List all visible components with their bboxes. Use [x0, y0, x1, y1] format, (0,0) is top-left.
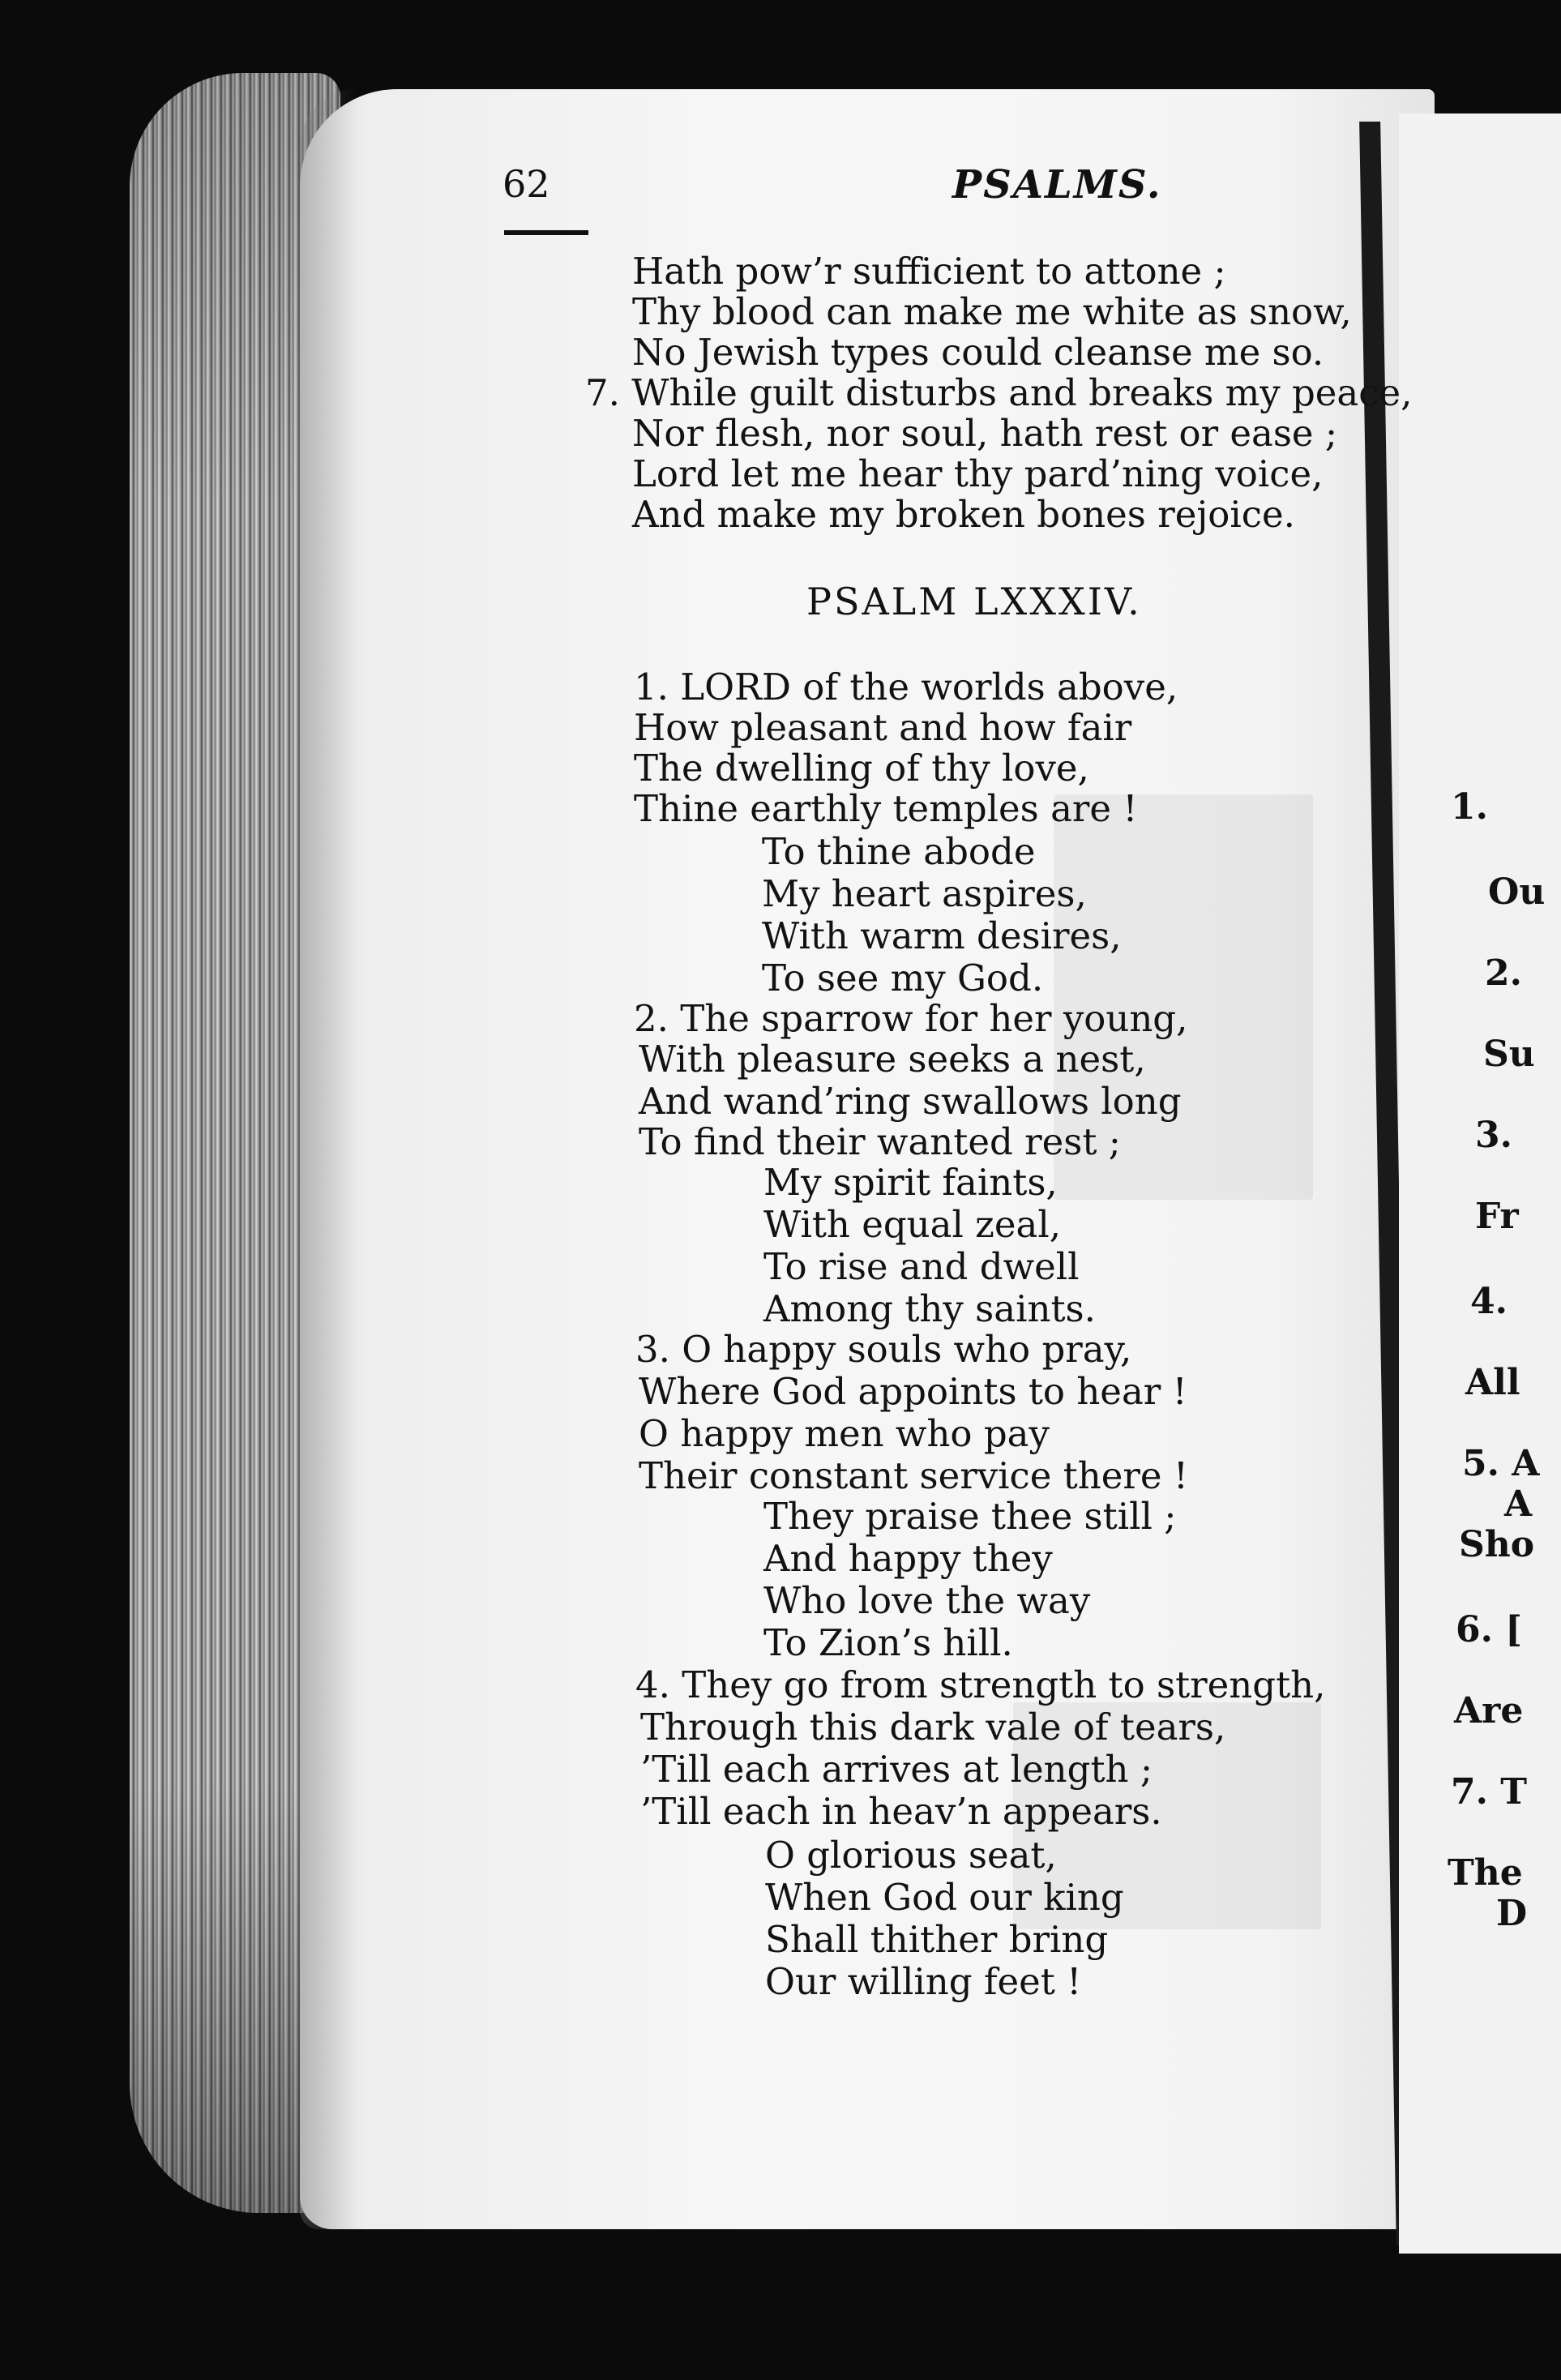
verse-line: 2. The sparrow for her young, — [634, 997, 1188, 1040]
verse-line: 4. They go from strength to strength, — [635, 1663, 1326, 1706]
right-page-fragment: Ou — [1488, 871, 1546, 913]
verse-line: And wand’ring swallows long — [639, 1080, 1182, 1123]
header-rule — [504, 230, 588, 235]
psalm-heading: PSALM LXXXIV. — [806, 580, 1142, 623]
verse-line: To find their wanted rest ; — [639, 1120, 1121, 1163]
verse-line: ’Till each in heav’n appears. — [640, 1790, 1162, 1833]
right-page-fragment: The — [1448, 1852, 1523, 1894]
verse-line: To see my God. — [762, 957, 1044, 1000]
verse-line: 7. While guilt disturbs and breaks my peace, — [585, 371, 1413, 414]
running-head: PSALMS. — [952, 162, 1162, 208]
right-page-fragment: D — [1496, 1893, 1528, 1934]
verse-line: Through this dark vale of tears, — [640, 1706, 1226, 1749]
right-page-fragment: 5. A — [1462, 1443, 1540, 1484]
verse-line: Nor flesh, nor soul, hath rest or ease ; — [632, 412, 1338, 455]
right-page-fragment: 2. — [1485, 952, 1522, 994]
right-page-fragment: 7. T — [1451, 1771, 1527, 1813]
verse-line: No Jewish types could cleanse me so. — [632, 331, 1324, 374]
right-page-fragment: 4. — [1470, 1281, 1508, 1322]
verse-line: My heart aspires, — [762, 872, 1087, 915]
page-number: 62 — [503, 162, 550, 206]
verse-line: They praise thee still ; — [763, 1495, 1177, 1538]
verse-line: To Zion’s hill. — [763, 1621, 1013, 1664]
verse-line: To rise and dwell — [763, 1245, 1080, 1288]
right-page-fragment: All — [1465, 1362, 1520, 1403]
verse-line: When God our king — [765, 1876, 1124, 1919]
verse-line: Thine earthly temples are ! — [634, 787, 1138, 830]
verse-line: Lord let me hear thy pard’ning voice, — [632, 452, 1324, 495]
verse-line: With equal zeal, — [763, 1203, 1062, 1246]
verse-line: The dwelling of thy love, — [634, 747, 1089, 790]
verse-line: Our willing feet ! — [765, 1960, 1082, 2003]
right-page-fragment: Fr — [1475, 1196, 1519, 1237]
right-page-fragment: Su — [1483, 1034, 1535, 1075]
verse-line: Among thy saints. — [763, 1287, 1096, 1330]
verse-line: 3. O happy souls who pray, — [635, 1328, 1132, 1371]
verse-line: 1. LORD of the worlds above, — [634, 666, 1178, 708]
right-page-fragment: Are — [1454, 1690, 1524, 1731]
right-page — [1399, 113, 1561, 2254]
verse-line: Shall thither bring — [765, 1918, 1109, 1961]
verse-line: ’Till each arrives at length ; — [640, 1748, 1153, 1791]
verse-line: Who love the way — [763, 1579, 1091, 1622]
verse-line: Hath pow’r sufficient to attone ; — [632, 250, 1226, 293]
verse-line: O happy men who pay — [639, 1412, 1050, 1455]
right-page-fragment: 1. — [1451, 786, 1488, 828]
verse-line: With pleasure seeks a nest, — [639, 1038, 1146, 1081]
right-page-fragment: 6. [ — [1456, 1609, 1523, 1650]
verse-line: Thy blood can make me white as snow, — [632, 290, 1352, 333]
verse-line: My spirit faints, — [763, 1161, 1058, 1204]
verse-line: To thine abode — [762, 830, 1036, 873]
right-page-fragment: 3. — [1475, 1115, 1512, 1156]
verse-line: O glorious seat, — [765, 1834, 1057, 1877]
verse-line: Their constant service there ! — [639, 1454, 1188, 1497]
right-page-fragment: Sho — [1459, 1524, 1535, 1565]
verse-line: And happy they — [763, 1537, 1053, 1580]
right-page-fragment: A — [1504, 1483, 1533, 1525]
verse-line: Where God appoints to hear ! — [639, 1370, 1187, 1413]
verse-line: How pleasant and how fair — [634, 706, 1132, 749]
verse-line: And make my broken bones rejoice. — [632, 493, 1295, 536]
verse-line: With warm desires, — [762, 914, 1122, 957]
